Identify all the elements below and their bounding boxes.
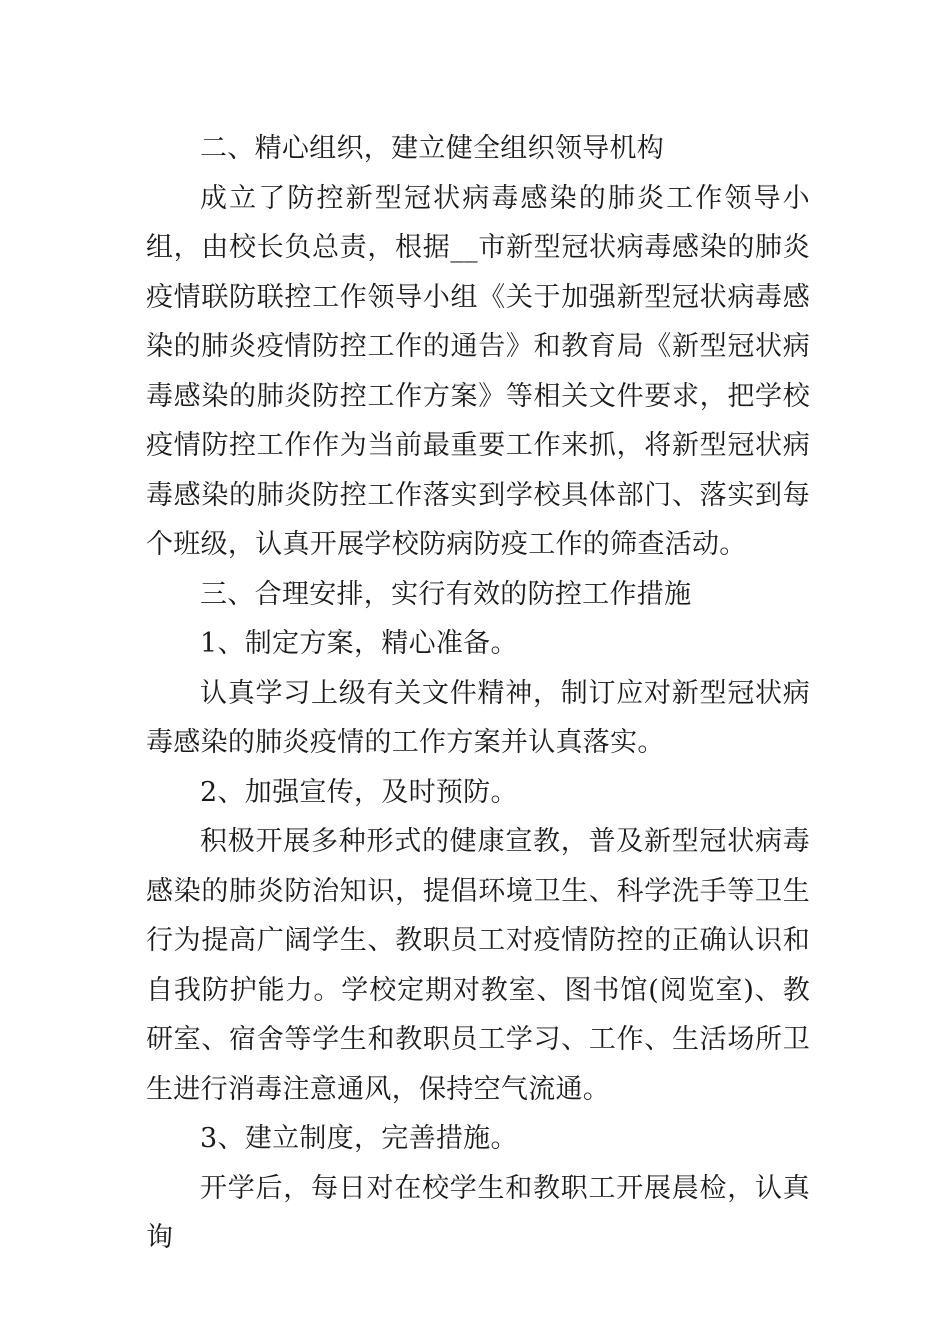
document-body [146,124,810,1263]
body-paragraph-publicity: 积极开展多种形式的健康宣教，普及新型冠状病毒感染的肺炎防治知识，提倡环境卫生、科学洗手等卫生行为提高广阔学生、教职员工对疫情防控的正确认识和自我防护能力。学校定期对教室、图书馆(阅览室)、教研室、宿舍等学生和教职员工学习、工作、生活场所卫生进行消毒注意通风，保持空气流通。 [146,826,810,1105]
body-paragraph-plan: 认真学习上级有关文件精神，制订应对新型冠状病毒感染的肺炎疫情的工作方案并认真落实。 [146,677,810,758]
section-heading-3: 三、合理安排，实行有效的防控工作措施 [200,578,692,610]
body-paragraph-checks: 开学后，每日对在校学生和教职工开展晨检，认真询 [146,1172,810,1253]
subheading-3: 3、建立制度，完善措施。 [200,1123,518,1154]
body-paragraph-leadership: 成立了防控新型冠状病毒感染的肺炎工作领导小组，由校长负总责，根据__市新型冠状病毒感染的肺炎疫情联防联控工作领导小组《关于加强新型冠状病毒感染的肺炎疫情防控工作的通告》和教育局《新型冠状病毒感染的肺炎防控工作方案》等相关文件要求，把学校疫情防控工作作为当前最重要工作来抓，将新型冠状病毒感染的肺炎防控工作落实到学校具体部门、落实到每个班级，认真开展学校防病防疫工作的筛查活动。 [146,182,810,560]
subheading-2: 2、加强宣传，及时预防。 [200,776,518,808]
subheading-1: 1、制定方案，精心准备。 [200,628,518,659]
section-heading-2: 二、精心组织，建立健全组织领导机构 [200,133,665,164]
